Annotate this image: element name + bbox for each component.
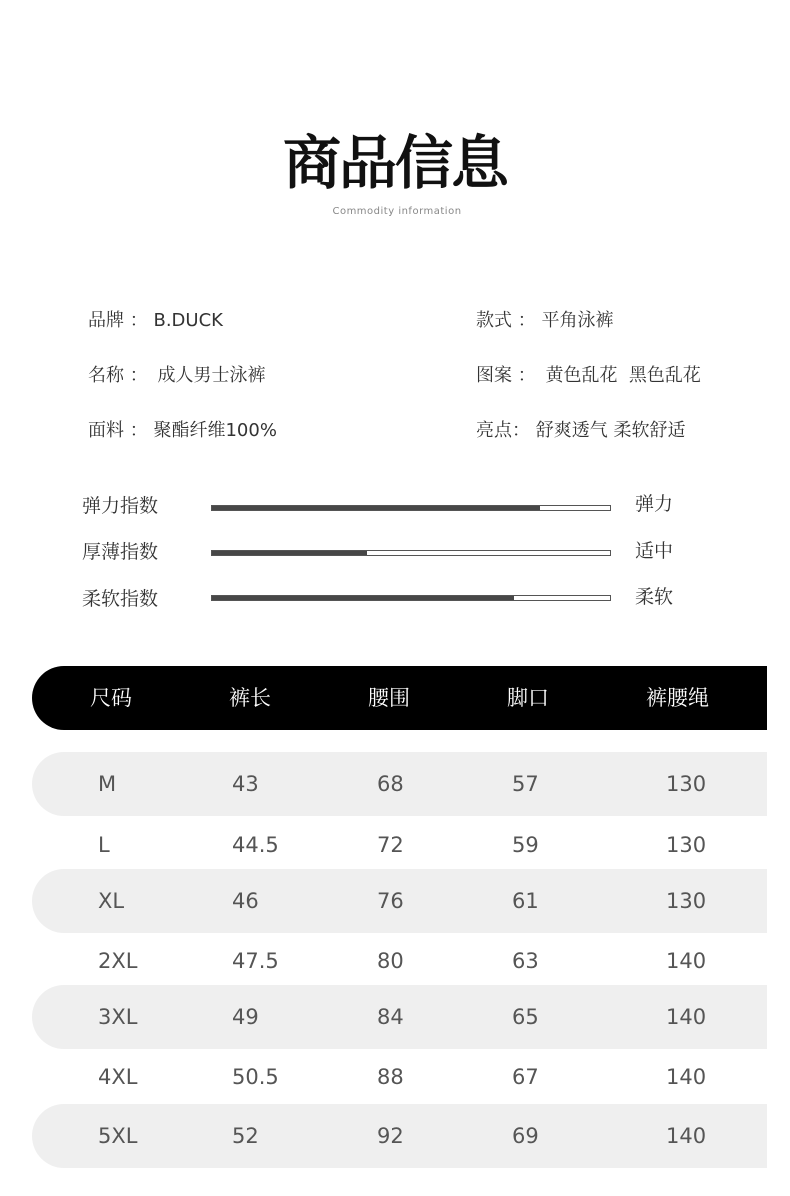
cell-length: 52	[232, 1124, 259, 1148]
cell-size: 4XL	[98, 1065, 138, 1089]
cell-drawstring: 130	[666, 772, 707, 796]
info-style	[476, 309, 613, 333]
elasticity-index-bar	[211, 505, 611, 511]
cell-size: 5XL	[98, 1124, 138, 1148]
info-pattern-value: 黄色乱花 黑色乱花	[545, 365, 701, 386]
table-row	[32, 813, 767, 877]
table-row	[32, 985, 767, 1049]
cell-length: 49	[232, 1005, 259, 1029]
softness-index-fill	[212, 596, 514, 600]
info-brand-label: 品牌 ：	[88, 310, 148, 331]
info-pattern	[476, 364, 701, 388]
cell-waist: 92	[377, 1124, 404, 1148]
cell-size: 3XL	[98, 1005, 138, 1029]
elasticity-index-value: 弹力	[635, 493, 674, 515]
info-highlight-label: 亮点：	[476, 420, 530, 441]
table-row	[32, 1045, 767, 1109]
cell-waist: 76	[377, 889, 404, 913]
cell-leg-opening: 59	[512, 833, 539, 857]
page-title-text: 商品信息	[282, 129, 507, 197]
cell-drawstring: 140	[666, 1065, 707, 1089]
softness-index-bar	[211, 595, 611, 601]
header-length: 裤长	[229, 686, 271, 710]
cell-waist: 84	[377, 1005, 404, 1029]
cell-length: 50.5	[232, 1065, 279, 1089]
header-drawstring: 裤腰绳	[646, 686, 709, 710]
info-name	[88, 364, 265, 388]
cell-length: 44.5	[232, 833, 279, 857]
cell-length: 47.5	[232, 949, 279, 973]
cell-drawstring: 140	[666, 949, 707, 973]
cell-leg-opening: 67	[512, 1065, 539, 1089]
info-fabric	[88, 419, 277, 443]
cell-drawstring: 130	[666, 889, 707, 913]
info-highlight-value: 舒爽透气 柔软舒适	[535, 420, 686, 441]
header-leg-opening: 脚口	[507, 686, 549, 710]
cell-size: XL	[98, 889, 125, 913]
softness-index-label: 柔软指数	[82, 588, 159, 610]
cell-size: 2XL	[98, 949, 138, 973]
info-name-value: 成人男士泳裤	[157, 365, 266, 386]
cell-drawstring: 130	[666, 833, 707, 857]
info-highlight	[476, 419, 685, 443]
page-title	[283, 128, 507, 198]
table-row	[32, 1104, 767, 1168]
cell-leg-opening: 63	[512, 949, 539, 973]
cell-leg-opening: 69	[512, 1124, 539, 1148]
info-fabric-label: 面料 ：	[88, 420, 148, 441]
info-style-label: 款式 ：	[476, 310, 536, 331]
table-row	[32, 929, 767, 993]
elasticity-index-label: 弹力指数	[82, 495, 159, 517]
cell-length: 46	[232, 889, 259, 913]
cell-leg-opening: 57	[512, 772, 539, 796]
cell-drawstring: 140	[666, 1124, 707, 1148]
info-style-value: 平角泳裤	[541, 310, 614, 331]
table-row	[32, 752, 767, 816]
table-row	[32, 869, 767, 933]
softness-index-value: 柔软	[635, 586, 674, 608]
cell-waist: 68	[377, 772, 404, 796]
elasticity-index-fill	[212, 506, 540, 510]
thickness-index-value: 适中	[635, 540, 674, 562]
header-waist: 腰围	[368, 686, 410, 710]
header-size: 尺码	[90, 686, 132, 710]
cell-waist: 72	[377, 833, 404, 857]
cell-drawstring: 140	[666, 1005, 707, 1029]
cell-size: L	[98, 833, 110, 857]
info-brand	[88, 309, 223, 333]
cell-waist: 80	[377, 949, 404, 973]
cell-waist: 88	[377, 1065, 404, 1089]
thickness-index-bar	[211, 550, 611, 556]
cell-size: M	[98, 772, 117, 796]
title-block	[0, 128, 790, 198]
info-name-label: 名称 ：	[88, 365, 148, 386]
info-brand-value: B.DUCK	[153, 310, 223, 331]
cell-leg-opening: 65	[512, 1005, 539, 1029]
size-table-header	[32, 666, 767, 730]
info-fabric-value: 聚酯纤维100%	[153, 420, 277, 441]
thickness-index-label: 厚薄指数	[82, 541, 159, 563]
cell-length: 43	[232, 772, 259, 796]
cell-leg-opening: 61	[512, 889, 539, 913]
info-pattern-label: 图案 ：	[476, 365, 536, 386]
thickness-index-fill	[212, 551, 367, 555]
page-subtitle: Commodity information	[332, 206, 462, 217]
